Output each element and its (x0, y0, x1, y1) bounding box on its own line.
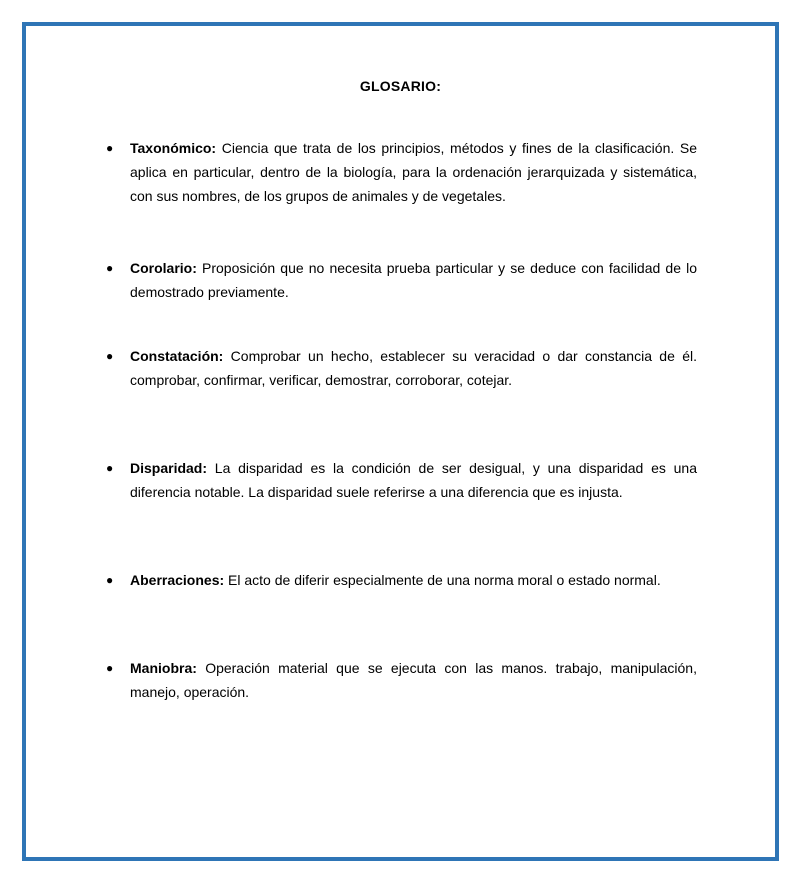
page-title: GLOSARIO: (359, 78, 442, 94)
bullet-icon: ● (106, 573, 114, 587)
glossary-term: Taxonómico: (130, 140, 222, 156)
glossary-definition: La disparidad es la condición de ser desigual, y una disparidad es una diferencia notable. La disparidad suele referirse a una diferencia que es injusta. (130, 460, 697, 500)
bullet-icon: ● (106, 261, 114, 275)
glossary-entry-taxonomico (106, 136, 698, 208)
bullet-icon: ● (106, 461, 114, 475)
bullet-icon: ● (106, 349, 114, 363)
glossary-entry-maniobra (106, 656, 697, 704)
glossary-entry-constatacion (106, 344, 697, 392)
glossary-definition: El acto de diferir especialmente de una norma moral o estado normal. (228, 572, 661, 588)
glossary-term: Corolario: (130, 260, 203, 276)
bullet-icon: ● (106, 661, 114, 675)
glossary-term: Disparidad: (130, 460, 215, 476)
glossary-entry-aberraciones (106, 568, 697, 592)
glossary-term: Constatación: (130, 348, 231, 364)
glossary-term: Aberraciones: (130, 572, 229, 588)
glossary-definition: Operación material que se ejecuta con las manos. trabajo, manipulación, manejo, operación. (130, 660, 697, 700)
glossary-definition: Proposición que no necesita prueba particular y se deduce con facilidad de lo demostrado previamente. (130, 260, 697, 300)
glossary-term: Maniobra: (130, 660, 206, 676)
bullet-icon: ● (106, 141, 114, 155)
glossary-definition: Ciencia que trata de los principios, métodos y fines de la clasificación. Se aplica en particular, dentro de la biología, para la ordenación jerarquizada y sistemática, con sus nombres, de los grupos de animales y de vegetales. (130, 140, 698, 204)
glossary-entry-corolario (106, 256, 697, 304)
glossary-entry-disparidad (106, 456, 697, 504)
page-frame (22, 22, 779, 861)
glossary-definition: Comprobar un hecho, establecer su veracidad o dar constancia de él. comprobar, confirmar, verificar, demostrar, corroborar, cotejar. (130, 348, 697, 388)
